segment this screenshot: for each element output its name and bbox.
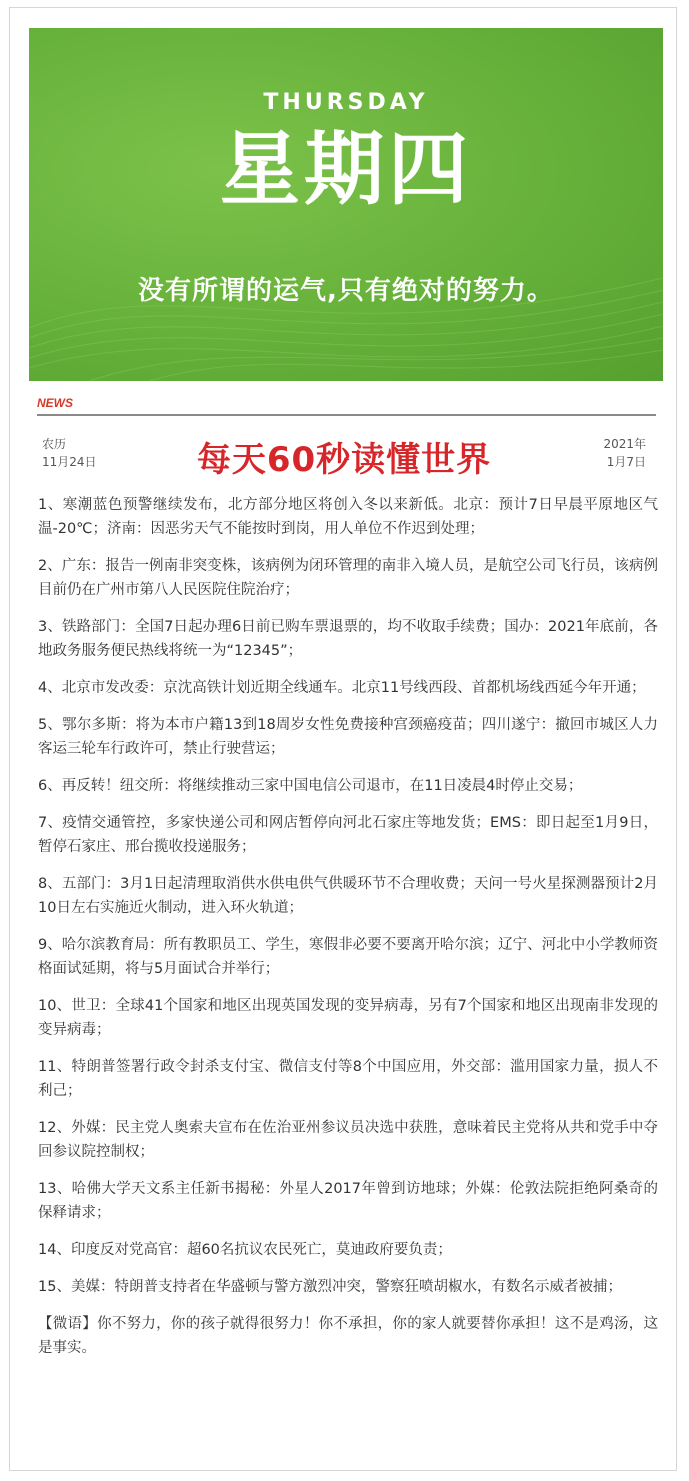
gregorian-date <box>603 435 646 471</box>
news-item: 12、外媒：民主党人奥索夫宣布在佐治亚州参议员决选中获胜，意味着民主党将从共和党手中夺回参议院控制权； <box>38 1120 658 1160</box>
lunar-label: 农历 <box>42 437 67 451</box>
news-list <box>38 493 658 1373</box>
weekday-english: THURSDAY <box>263 90 429 115</box>
news-item: 10、世卫：全球41个国家和地区出现英国发现的变异病毒，另有7个国家和地区出现南非发现的变异病毒； <box>38 998 658 1038</box>
news-item: 6、再反转！纽交所：将继续推动三家中国电信公司退市，在11日凌晨4时停止交易； <box>38 778 583 794</box>
news-item: 2、广东：报告一例南非突变株，该病例为闭环管理的南非入境人员，是航空公司飞行员，该病例目前仍在广州市第八人民医院住院治疗； <box>38 558 658 598</box>
news-item: 11、特朗普签署行政令封杀支付宝、微信支付等8个中国应用，外交部：滥用国家力量，损人不利己； <box>38 1059 658 1099</box>
banner-motto: 没有所谓的运气,只有绝对的努力。 <box>138 276 554 306</box>
year-label: 2021年 <box>603 437 646 451</box>
news-item: 15、美媒：特朗普支持者在华盛顿与警方激烈冲突，警察狂喷胡椒水，有数名示威者被捕； <box>38 1279 622 1295</box>
quote-item: 【微语】你不努力，你的孩子就得很努力！你不承担，你的家人就要替你承担！这不是鸡汤，这是事实。 <box>38 1316 658 1356</box>
news-item: 3、铁路部门：全国7日起办理6日前已购车票退票的，均不收取手续费；国办：2021年底前，各地政务服务便民热线将统一为“12345”； <box>38 619 658 659</box>
news-tag: NEWS <box>37 396 73 410</box>
article-card <box>9 7 677 1471</box>
news-item: 14、印度反对党高官：超60名抗议农民死亡，莫迪政府要负责； <box>38 1242 452 1258</box>
weekday-chinese: 星期四 <box>220 123 472 216</box>
news-item: 1、寒潮蓝色预警继续发布，北方部分地区将创入冬以来新低。北京：预计7日早晨平原地区气温-20℃；济南：因恶劣天气不能按时到岗，用人单位不作迟到处理； <box>38 497 658 537</box>
page-title: 每天60秒读懂世界 <box>196 440 492 480</box>
lunar-day: 11月24日 <box>42 455 97 469</box>
header-divider <box>37 414 656 416</box>
day-label: 1月7日 <box>606 455 646 469</box>
news-item: 8、五部门：3月1日起清理取消供水供电供气供暖环节不合理收费；天问一号火星探测器预计2月10日左右实施近火制动，进入环火轨道； <box>38 876 658 916</box>
news-item: 7、疫情交通管控，多家快递公司和网店暂停向河北石家庄等地发货；EMS：即日起至1月9日，暂停石家庄、邢台揽收投递服务； <box>38 815 658 855</box>
news-item: 5、鄂尔多斯：将为本市户籍13到18周岁女性免费接种宫颈癌疫苗；四川遂宁：撤回市城区人力客运三轮车行政许可，禁止行驶营运； <box>38 717 658 757</box>
thursday-banner <box>29 28 663 381</box>
news-item: 9、哈尔滨教育局：所有教职员工、学生，寒假非必要不要离开哈尔滨；辽宁、河北中小学教师资格面试延期，将与5月面试合并举行； <box>38 937 658 977</box>
news-item: 13、哈佛大学天文系主任新书揭秘：外星人2017年曾到访地球；外媒：伦敦法院拒绝阿桑奇的保释请求； <box>38 1181 658 1221</box>
news-item: 4、北京市发改委：京沈高铁计划近期全线通车。北京11号线西段、首都机场线西延今年开通； <box>38 680 646 696</box>
